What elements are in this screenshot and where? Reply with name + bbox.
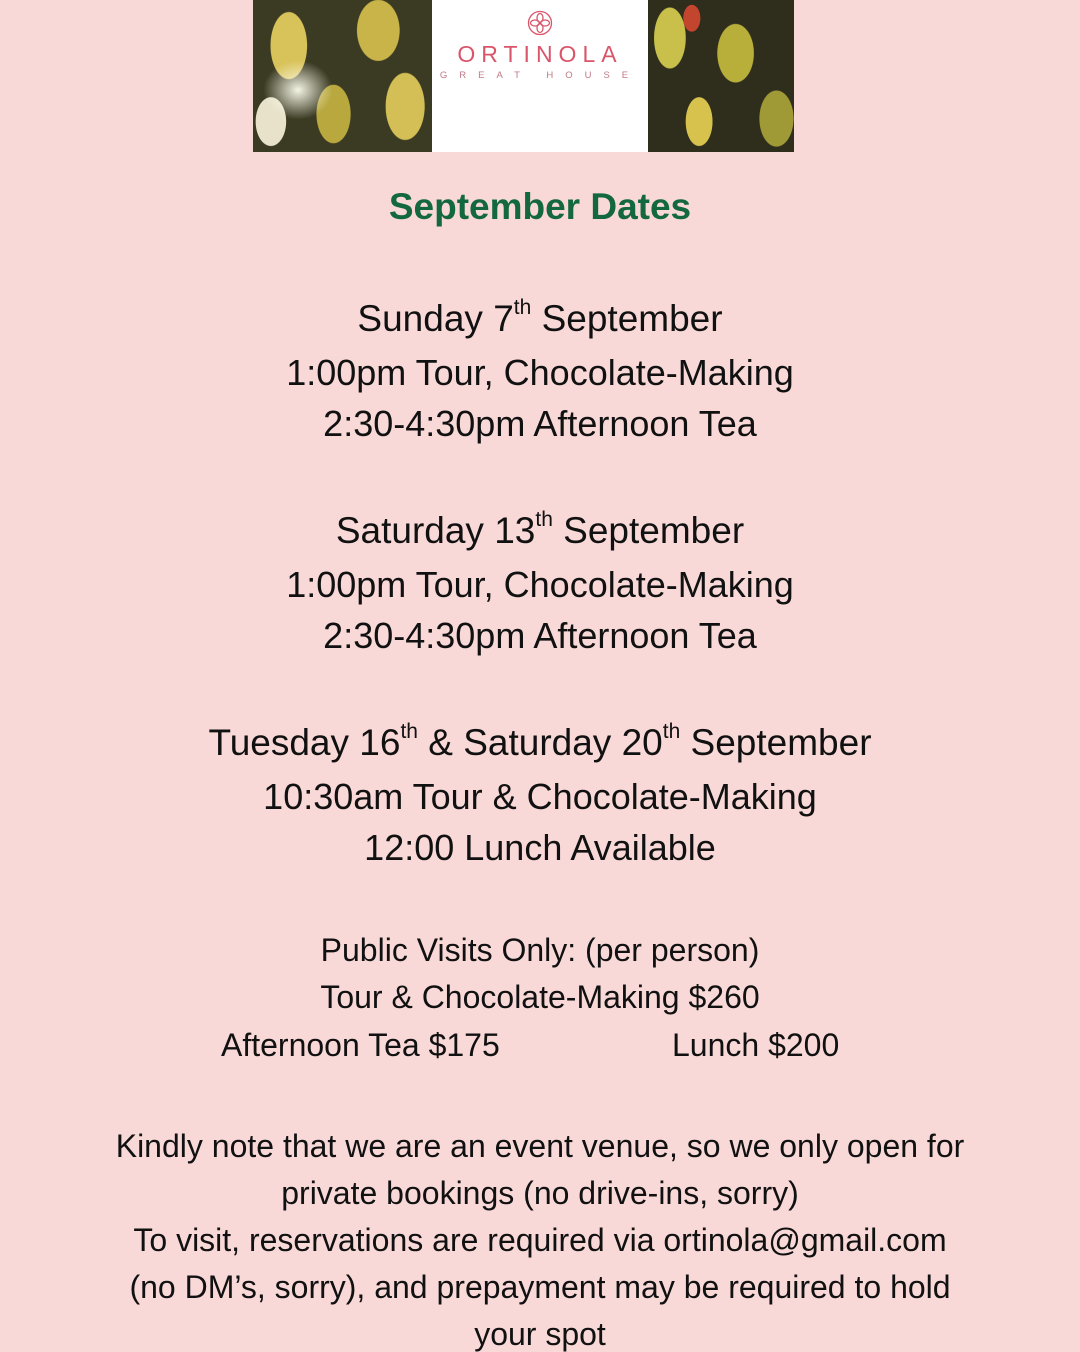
flower-icon — [527, 10, 553, 36]
note-line-2: private bookings (no drive-ins, sorry) — [281, 1175, 799, 1211]
event-2-line-1: 1:00pm Tour, Chocolate-Making — [286, 564, 794, 605]
event-1-line-1: 1:00pm Tour, Chocolate-Making — [286, 352, 794, 393]
note-line-1: Kindly note that we are an event venue, so we only open for — [115, 1128, 965, 1164]
event-3-date: Tuesday 16th & Saturday 20th September — [208, 720, 872, 763]
cocoa-pods-photo-left — [253, 0, 432, 152]
event-3-line-1: 10:30am Tour & Chocolate-Making — [263, 776, 817, 817]
prices-row — [0, 1027, 1080, 1067]
page-title: September Dates — [388, 186, 692, 227]
price-tour: Tour & Chocolate-Making $260 — [320, 979, 760, 1015]
event-1-date: Sunday 7th September — [357, 296, 723, 339]
note-line-5: your spot — [474, 1316, 606, 1352]
header-banner — [253, 0, 794, 152]
event-2-date: Saturday 13th September — [335, 508, 745, 551]
prices-header: Public Visits Only: (per person) — [320, 932, 760, 968]
note-line-4: (no DM’s, sorry), and prepayment may be required to hold — [129, 1269, 951, 1305]
price-tea: Afternoon Tea $175 — [221, 1027, 500, 1063]
event-2-line-2: 2:30-4:30pm Afternoon Tea — [323, 615, 757, 656]
event-3-line-2: 12:00 Lunch Available — [364, 827, 716, 868]
note-line-3: To visit, reservations are required via ortinola@gmail.com — [133, 1222, 947, 1258]
logo-subtitle: GREAT HOUSE — [439, 70, 641, 81]
cocoa-pods-photo-right — [648, 0, 794, 152]
price-lunch: Lunch $200 — [672, 1027, 840, 1063]
event-1-line-2: 2:30-4:30pm Afternoon Tea — [323, 403, 757, 444]
logo — [432, 0, 648, 152]
logo-wordmark: ORTINOLA — [457, 41, 623, 67]
